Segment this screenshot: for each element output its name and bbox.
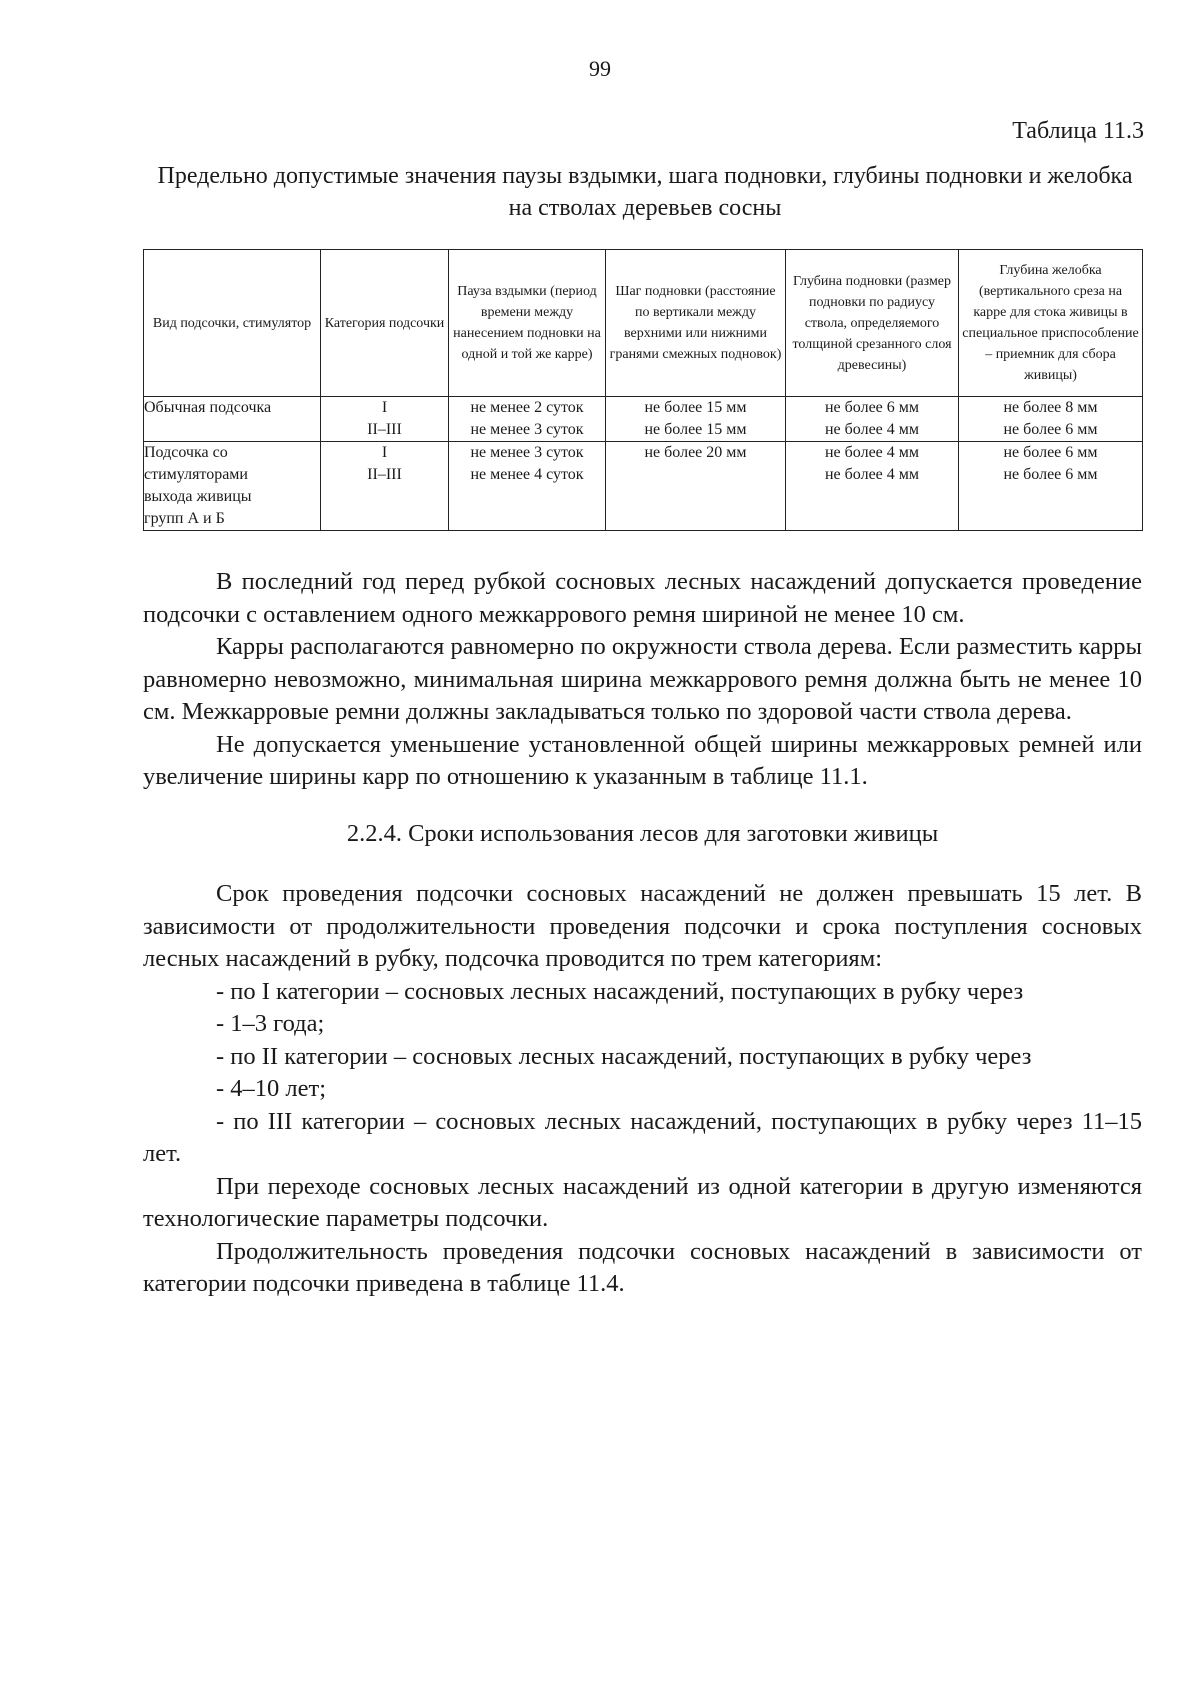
- table-row: [144, 397, 1143, 420]
- table-number: Таблица 11.3: [1012, 118, 1144, 144]
- table-cell: не более 6 мм: [959, 464, 1143, 486]
- table-row: [144, 508, 1143, 531]
- section-heading: 2.2.4. Сроки использования лесов для заготовки живицы: [346, 819, 939, 847]
- table-row: [144, 464, 1143, 486]
- table-cell: I: [321, 442, 449, 465]
- table-cell: [321, 508, 449, 531]
- body-text: [143, 566, 1142, 1301]
- paragraph: В последний год перед рубкой сосновых лесных насаждений допускается проведение подсочки с оставлением одного межкаррового ремня шириной не менее 10 см.: [143, 568, 1142, 628]
- table-cell: не менее 2 суток: [449, 397, 606, 420]
- table-cell: II–III: [321, 464, 449, 486]
- table-cell: не менее 4 суток: [449, 464, 606, 486]
- table-cell: не более 4 мм: [786, 464, 959, 486]
- table-row: [144, 442, 1143, 465]
- table-row: [144, 419, 1143, 442]
- table-cell: Подсочка со: [144, 442, 321, 465]
- list-item: - по I категории – сосновых лесных насаждений, поступающих в рубку через: [216, 977, 1024, 1005]
- table-title: Предельно допустимые значения паузы вздымки, шага подновки, глубины подновки и желобка на стволах деревьев сосны: [157, 163, 1133, 221]
- column-header-category: Категория подсочки: [321, 250, 449, 397]
- table-cell: [144, 419, 321, 442]
- table-cell: стимуляторами: [144, 464, 321, 486]
- list-item: - 1–3 года;: [216, 1010, 325, 1037]
- paragraph: Не допускается уменьшение установленной общей ширины межкарровых ремней или увеличение ширины карр по отношению к указанным в таблице 11.1.: [143, 730, 1142, 790]
- table-cell: Обычная подсочка: [144, 397, 321, 420]
- table-cell: не более 4 мм: [786, 442, 959, 465]
- list-item: - по III категории – сосновых лесных насаждений, поступающих в рубку через 11–15 лет.: [143, 1107, 1142, 1167]
- table-cell: [959, 486, 1143, 508]
- table-cell: не менее 3 суток: [449, 419, 606, 442]
- table-cell: не более 6 мм: [959, 419, 1143, 442]
- table-cell: не более 20 мм: [606, 442, 786, 465]
- table-cell: II–III: [321, 419, 449, 442]
- table-cell: [606, 508, 786, 531]
- table-cell: не более 15 мм: [606, 397, 786, 420]
- column-header-groove-depth: Глубина желобка (вертикального среза на карре для стока живицы в специальное приспособление – приемник для сбора живицы): [959, 250, 1143, 397]
- table-cell: [449, 508, 606, 531]
- list-item: - 4–10 лет;: [216, 1075, 327, 1102]
- table-row: [144, 486, 1143, 508]
- table-cell: не менее 3 суток: [449, 442, 606, 465]
- column-header-type: Вид подсочки, стимулятор: [144, 250, 321, 397]
- table-cell: не более 8 мм: [959, 397, 1143, 420]
- page-number: 99: [589, 56, 611, 81]
- table-cell: [959, 508, 1143, 531]
- table-cell: [321, 486, 449, 508]
- table-cell: не более 4 мм: [786, 419, 959, 442]
- column-header-step: Шаг подновки (расстояние по вертикали между верхними или нижними гранями смежных подновок): [606, 250, 786, 397]
- paragraph: Срок проведения подсочки сосновых насаждений не должен превышать 15 лет. В зависимости от продолжительности проведения подсочки и срока поступления сосновых лесных насаждений в рубку, подсочка проводится по трем категориям:: [143, 880, 1142, 972]
- table-cell: не более 6 мм: [959, 442, 1143, 465]
- table-cell: [786, 508, 959, 531]
- table-cell: не более 6 мм: [786, 397, 959, 420]
- table-cell: групп А и Б: [144, 508, 321, 531]
- table-cell: [606, 464, 786, 486]
- table-cell: I: [321, 397, 449, 420]
- limits-table: [143, 249, 1143, 531]
- table-cell: не более 15 мм: [606, 419, 786, 442]
- paragraph: При переходе сосновых лесных насаждений из одной категории в другую изменяются технологические параметры подсочки.: [143, 1172, 1142, 1232]
- column-header-pause: Пауза вздымки (период времени между нанесением подновки на одной и той же карре): [449, 250, 606, 397]
- list-item: - по II категории – сосновых лесных насаждений, поступающих в рубку через: [216, 1042, 1032, 1070]
- table-header-row: [144, 250, 1143, 397]
- paragraph: Продолжительность проведения подсочки сосновых насаждений в зависимости от категории подсочки приведена в таблице 11.4.: [143, 1237, 1142, 1297]
- paragraph: Карры располагаются равномерно по окружности ствола дерева. Если разместить карры равномерно невозможно, минимальная ширина межкаррового ремня должна быть не менее 10 см. Межкарровые ремни должны закладываться только по здоровой части ствола дерева.: [143, 633, 1142, 725]
- table-cell: выхода живицы: [144, 486, 321, 508]
- table-cell: [449, 486, 606, 508]
- table-cell: [606, 486, 786, 508]
- column-header-renewal-depth: Глубина подновки (размер подновки по радиусу ствола, определяемого толщиной срезанного слоя древесины): [786, 250, 959, 397]
- table-cell: [786, 486, 959, 508]
